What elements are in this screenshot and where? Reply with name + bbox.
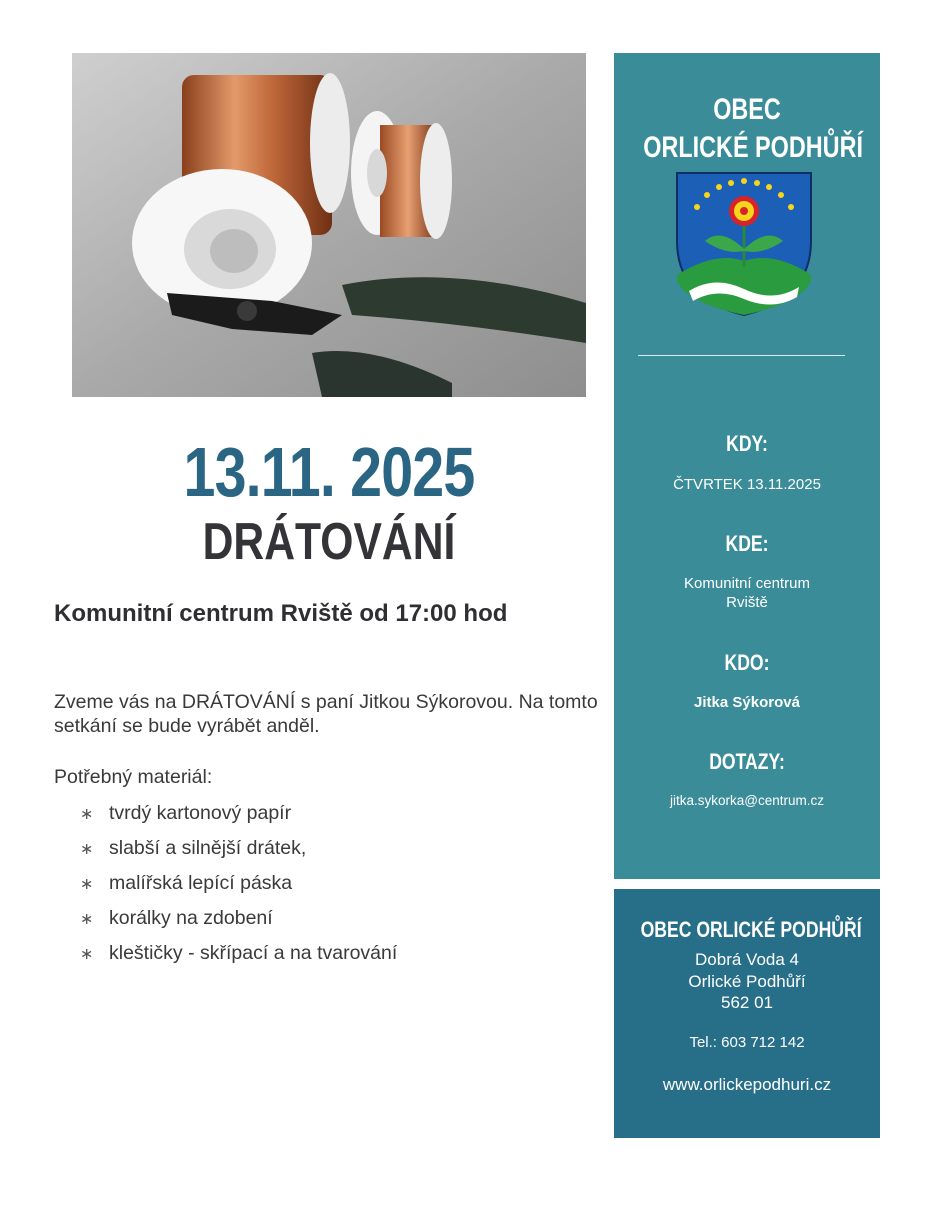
bullet-icon: ∗ [80, 911, 94, 928]
list-item [80, 870, 397, 905]
municipality-line2: ORLICKÉ PODHŮŘÍ [643, 131, 863, 164]
event-title: DRÁTOVÁNÍ [202, 513, 456, 571]
contact-street: Dobrá Voda 4 [695, 950, 799, 969]
coat-of-arms-icon [675, 171, 813, 317]
event-date: 13.11. 2025 [183, 433, 475, 511]
materials-list [80, 800, 397, 975]
materials-label: Potřebný materiál: [54, 766, 213, 788]
info-panel [614, 53, 880, 879]
bullet-icon: ∗ [80, 946, 94, 963]
panel-divider [638, 355, 845, 356]
who-value: Jitka Sýkorová [694, 694, 800, 711]
list-item [80, 800, 397, 835]
contact-website-link[interactable]: www.orlickepodhuri.cz [662, 1075, 832, 1094]
list-item [80, 905, 397, 940]
contact-phone: Tel.: 603 712 142 [689, 1034, 805, 1051]
list-item [80, 940, 397, 975]
event-photo [72, 53, 586, 397]
when-value: ČTVRTEK 13.11.2025 [673, 476, 821, 493]
event-intro: Zveme vás na DRÁTOVÁNÍ s paní Jitkou Sýkorovou. Na tomto setkání se bude vyrábět anděl. [54, 691, 598, 737]
municipality-line1: OBEC [713, 93, 781, 126]
material-text: korálky na zdobení [109, 907, 273, 929]
where-value-line1: Komunitní centrum [684, 575, 810, 592]
bullet-icon: ∗ [80, 806, 94, 823]
municipality-name [643, 91, 863, 167]
bullet-icon: ∗ [80, 876, 94, 893]
where-label: KDE: [725, 531, 769, 556]
contact-name: OBEC ORLICKÉ PODHŮŘÍ [640, 917, 862, 942]
material-text: tvrdý kartonový papír [109, 802, 292, 824]
list-item [80, 835, 397, 870]
contact-box [614, 889, 880, 1138]
when-label: KDY: [726, 431, 768, 456]
contact-zip: 562 01 [721, 993, 773, 1012]
material-text: slabší a silnější drátek, [109, 837, 307, 859]
who-label: KDO: [724, 650, 770, 675]
where-value-line2: Rviště [726, 594, 768, 611]
event-subtitle: Komunitní centrum Rviště od 17:00 hod [54, 600, 508, 627]
bullet-icon: ∗ [80, 841, 94, 858]
material-text: kleštičky - skřípací a na tvarování [109, 942, 398, 964]
contact-town: Orlické Podhůří [688, 972, 806, 991]
questions-label: DOTAZY: [709, 749, 785, 774]
material-text: malířská lepící páska [109, 872, 293, 894]
questions-email[interactable]: jitka.sykorka@centrum.cz [670, 793, 824, 808]
